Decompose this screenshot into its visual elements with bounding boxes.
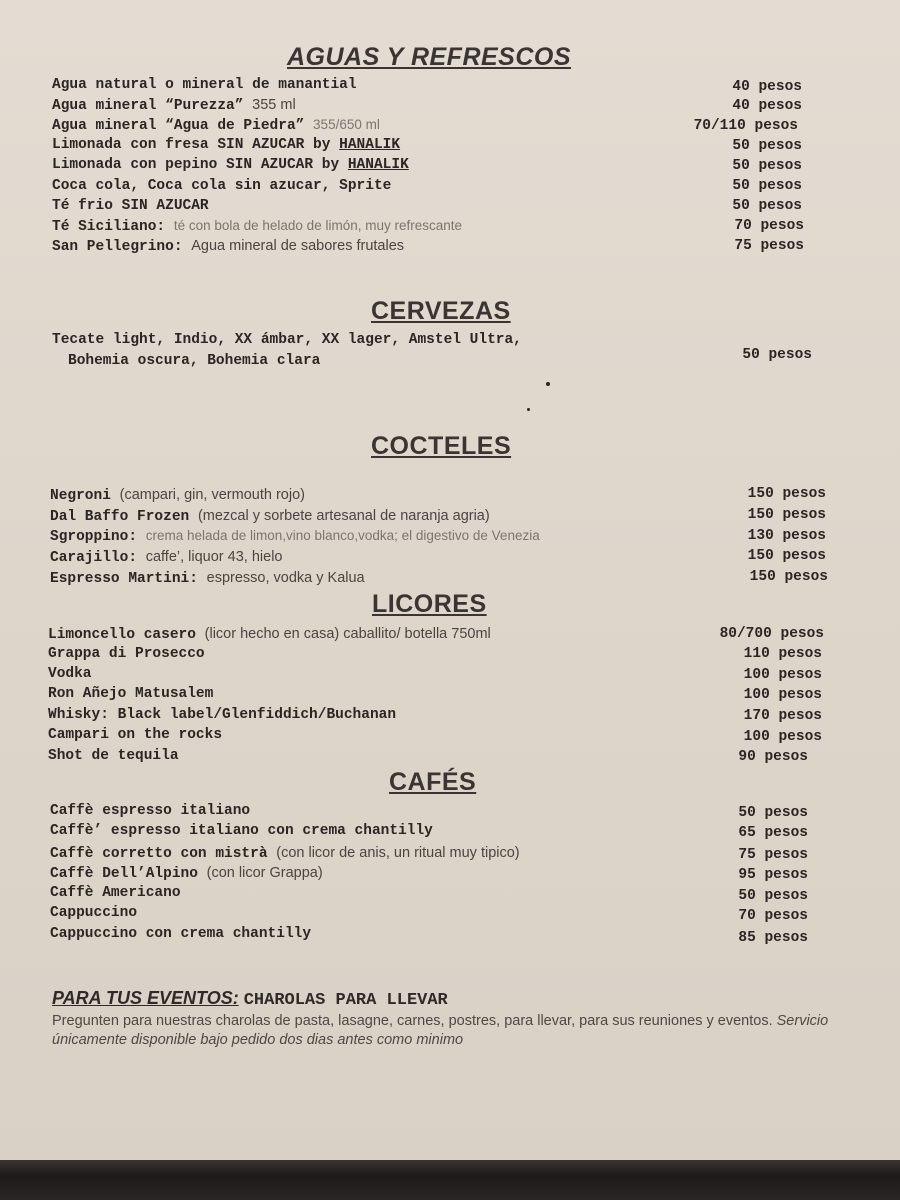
paper-speck [546,382,550,386]
menu-item: Caffè’ espresso italiano con crema chantilly [50,823,433,839]
menu-item: Caffè Americano [50,885,181,901]
menu-item: Agua natural o mineral de manantial [52,77,357,93]
menu-item-price: 75 pesos [738,847,808,863]
menu-item: Whisky: Black label/Glenfiddich/Buchanan [48,707,397,723]
menu-item: Espresso Martini: espresso, vodka y Kalua [50,570,365,587]
menu-item: Cappuccino con crema chantilly [50,926,312,942]
menu-item: Grappa di Prosecco [48,646,205,662]
menu-item: Ron Añejo Matusalem [48,686,214,702]
menu-item: Limonada con pepino SIN AZUCAR by HANALIK [52,157,409,173]
menu-item-price: 65 pesos [738,825,808,841]
section-title-cocteles: COCTELES [371,432,512,460]
menu-item: Agua mineral “Agua de Piedra” 355/650 ml [52,117,380,134]
events-heading [52,988,448,1010]
menu-item: Cappuccino [50,905,138,921]
menu-item-price: 90 pesos [738,749,808,765]
menu-item-price: 75 pesos [734,238,804,254]
menu-item: Caffè corretto con mistrà (con licor de anis, un ritual muy tipico) [50,845,520,862]
menu-item-price: 40 pesos [732,98,802,114]
menu-item: Caffè espresso italiano [50,803,251,819]
section-title-aguas: AGUAS Y REFRESCOS [287,43,572,71]
section-title-cafes: CAFÉS [389,768,477,796]
menu-item-price: 70/110 pesos [693,118,798,134]
menu-item: Agua mineral “Purezza” 355 ml [52,97,296,114]
section-title-cervezas: CERVEZAS [371,297,511,325]
menu-item-price: 110 pesos [743,646,822,662]
menu-item: Tecate light, Indio, XX ámbar, XX lager, Amstel Ultra, [52,332,522,348]
events-description: Pregunten para nuestras charolas de pasta, lasagne, carnes, postres, para llevar, para sus reuniones y eventos. Servicio únicamente disponible bajo pedido dos dias antes como minimo [52,1013,829,1048]
menu-item-price: 50 pesos [732,138,802,154]
menu-item: Caffè Dell’Alpino (con licor Grappa) [50,865,323,882]
menu-item-price: 100 pesos [743,729,822,745]
events-subtitle: CHAROLAS PARA LLEVAR [243,991,448,1010]
menu-item-price: 40 pesos [732,79,802,95]
menu-item: Sgroppino: crema helada de limon,vino blanco,vodka; el digestivo de Venezia [50,528,540,545]
menu-item: Té Siciliano: té con bola de helado de limón, muy refrescante [52,218,463,235]
menu-item: Té frio SIN AZUCAR [52,198,209,214]
menu-item-price: 100 pesos [743,687,822,703]
menu-item-price: 150 pesos [747,507,826,523]
menu-item-price: 150 pesos [749,569,828,585]
menu-item-price: 70 pesos [738,908,808,924]
menu-item-price: 150 pesos [747,548,826,564]
menu-item-price: 95 pesos [738,867,808,883]
menu-item: Limonada con fresa SIN AZUCAR by HANALIK [52,137,401,153]
menu-item-price: 50 pesos [732,158,802,174]
paper-speck [527,408,530,411]
menu-item-price: 50 pesos [738,888,808,904]
section-title-licores: LICORES [372,590,487,618]
menu-item-price: 50 pesos [732,198,802,214]
menu-item-price: 85 pesos [738,930,808,946]
menu-item: Shot de tequila [48,748,179,764]
menu-item: Campari on the rocks [48,727,223,743]
menu-item-price: 50 pesos [742,347,812,363]
menu-item-price: 50 pesos [732,178,802,194]
menu-item-price: 130 pesos [747,528,826,544]
menu-item: Vodka [48,666,92,682]
menu-item: Carajillo: caffe’, liquor 43, hielo [50,549,283,566]
menu-item-price: 80/700 pesos [719,626,824,642]
menu-item: Negroni (campari, gin, vermouth rojo) [50,487,305,504]
menu-item: Coca cola, Coca cola sin azucar, Sprite [52,178,392,194]
events-note: Servicio únicamente disponible bajo pedido dos dias antes como minimo [52,1013,829,1048]
menu-item: San Pellegrino: Agua mineral de sabores frutales [52,238,405,255]
menu-item-price: 170 pesos [743,708,822,724]
menu-item: Dal Baffo Frozen (mezcal y sorbete artesanal de naranja agria) [50,508,490,525]
menu-item: Bohemia oscura, Bohemia clara [68,353,321,369]
menu-item: Limoncello casero (licor hecho en casa) caballito/ botella 750ml [48,626,491,643]
menu-item-price: 50 pesos [738,805,808,821]
menu-item-price: 150 pesos [747,486,826,502]
events-title: PARA TUS EVENTOS: [52,988,239,1008]
table-edge [0,1160,900,1200]
menu-item-price: 100 pesos [743,667,822,683]
menu-item-price: 70 pesos [734,218,804,234]
